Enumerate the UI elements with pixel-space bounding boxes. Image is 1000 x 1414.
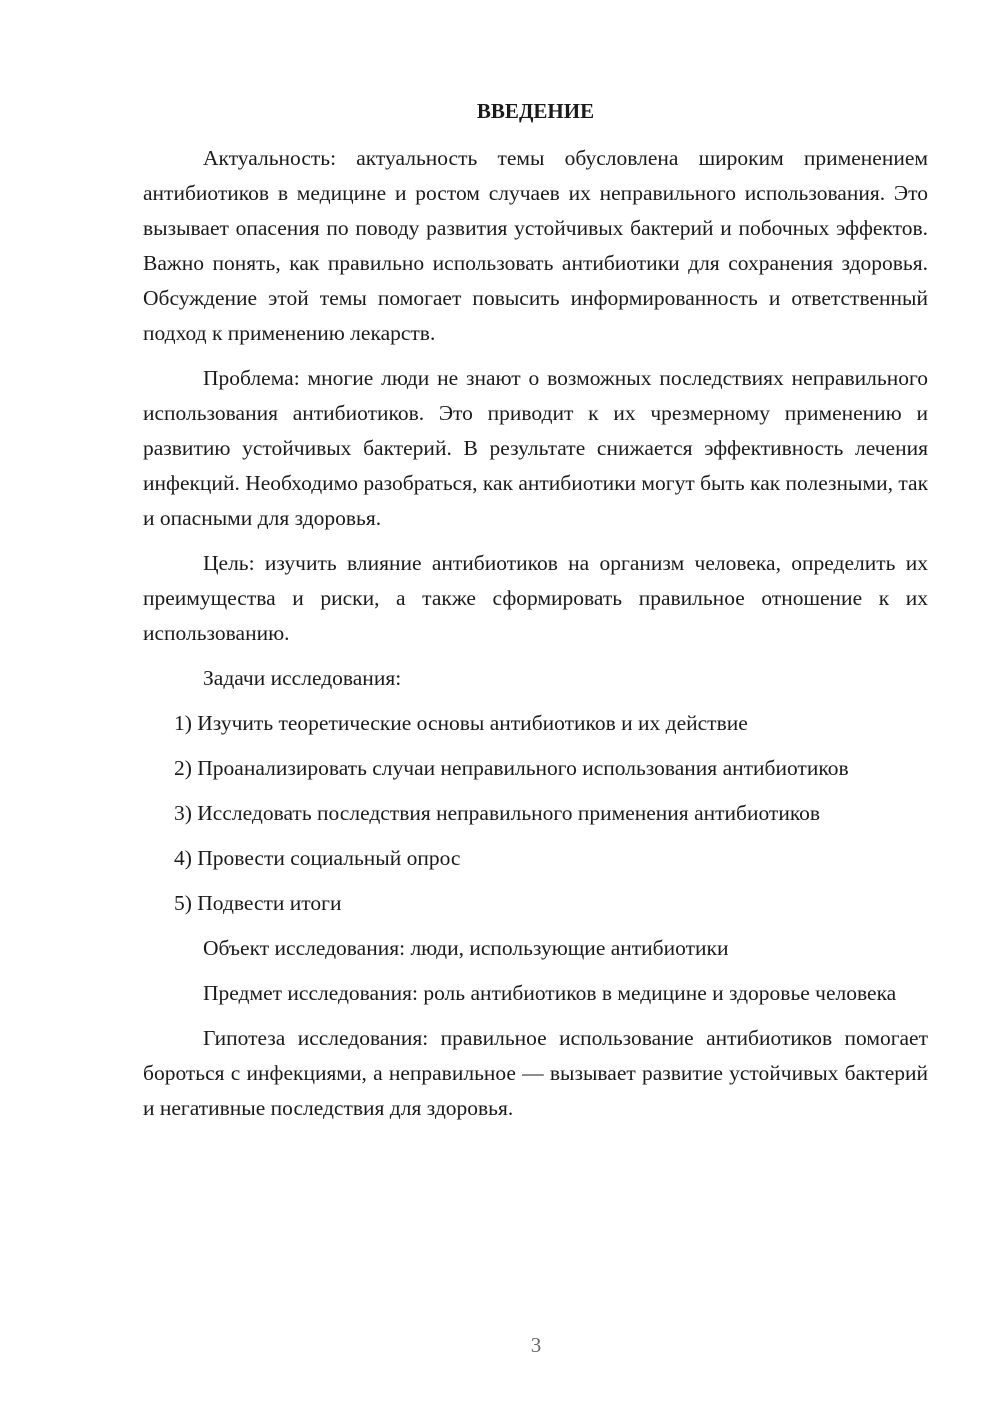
page-number: 3 bbox=[530, 1333, 542, 1357]
paragraph-subject: Предмет исследования: роль антибиотиков в медицине и здоровье человека bbox=[203, 981, 897, 1005]
paragraph-relevance: Актуальность: актуальность темы обусловлена широким применением антибиотиков в медицине и ростом случаев их неправильного использования. Это вызывает опасения по поводу развития устойчивых бактерий и побочных эффектов. Важно понять, как правильно использовать антибиотики для сохранения здоровья. Обсуждение этой темы помогает повысить информированность и ответственный подход к применению лекарств. bbox=[143, 146, 928, 345]
task-item: 1) Изучить теоретические основы антибиотиков и их действие bbox=[174, 711, 748, 735]
task-item: 3) Исследовать последствия неправильного применения антибиотиков bbox=[174, 801, 821, 825]
document-page bbox=[143, 94, 928, 1136]
task-item: 4) Провести социальный опрос bbox=[174, 846, 461, 870]
paragraph-hypothesis: Гипотеза исследования: правильное использование антибиотиков помогает бороться с инфекциями, а неправильное — вызывает развитие устойчивых бактерий и негативные последствия для здоровья. bbox=[143, 1026, 928, 1120]
tasks-list bbox=[143, 706, 928, 921]
paragraph-problem: Проблема: многие люди не знают о возможных последствиях неправильного использования антибиотиков. Это приводит к их чрезмерному применению и развитию устойчивых бактерий. В результате снижается эффективность лечения инфекций. Необходимо разобраться, как антибиотики могут быть как полезными, так и опасными для здоровья. bbox=[143, 366, 929, 530]
paragraph-object: Объект исследования: люди, использующие антибиотики bbox=[203, 936, 729, 960]
task-item: 5) Подвести итоги bbox=[174, 891, 342, 915]
task-item: 2) Проанализировать случаи неправильного использования антибиотиков bbox=[174, 756, 849, 780]
tasks-heading: Задачи исследования: bbox=[203, 666, 402, 690]
paragraph-goal: Цель: изучить влияние антибиотиков на организм человека, определить их преимущества и риски, а также сформировать правильное отношение к их использованию. bbox=[143, 551, 928, 645]
page-title: ВВЕДЕНИЕ bbox=[476, 99, 595, 123]
